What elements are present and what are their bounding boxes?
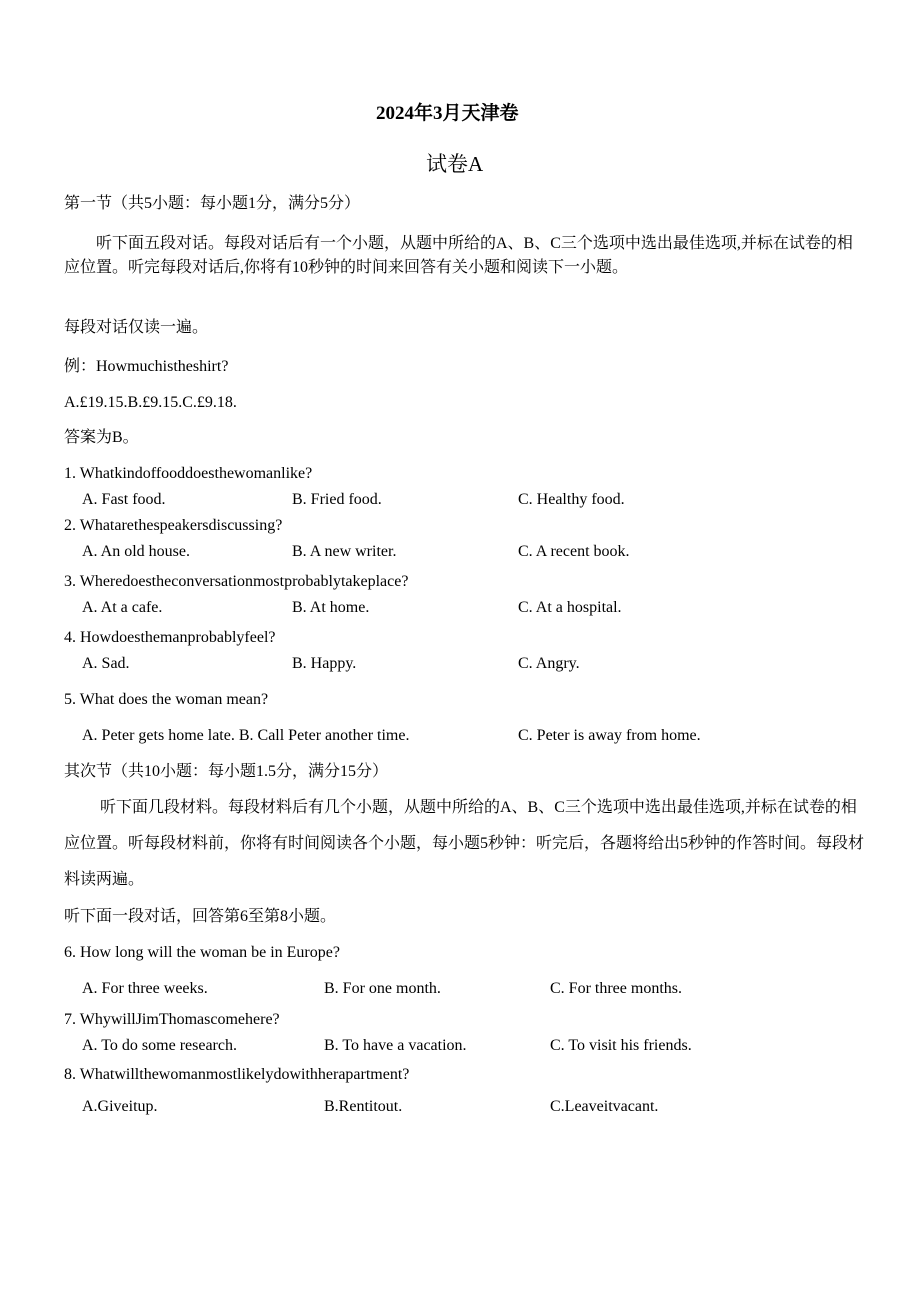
question-2-option-c: C. A recent book. [518, 543, 630, 560]
example-answer: 答案为B。 [64, 429, 139, 446]
example-question: 例：Howmuchistheshirt? [64, 358, 229, 375]
question-2-option-b: B. A new writer. [292, 543, 397, 560]
question-4-option-b: B. Happy. [292, 655, 357, 672]
question-6-option-a: A. For three weeks. [82, 980, 208, 997]
paper-label: 试卷A [426, 152, 484, 176]
section2-heading: 其次节（共10小题：每小题1.5分，满分15分） [64, 763, 389, 780]
question-8-option-c: C.Leaveitvacant. [550, 1098, 659, 1115]
section1-heading: 第一节（共5小题：每小题1分，满分5分） [64, 195, 361, 212]
question-7: 7. WhywillJimThomascomehere? [64, 1011, 280, 1028]
question-3-option-a: A. At a cafe. [82, 599, 163, 616]
section2-instructions: 听下面几段材料。每段材料后有几个小题，从题中所给的A、B、C三个选项中选出最佳选项,并标在试卷的相应位置。听每段材料前，你将有时间阅读各个小题，每小题5秒钟：听完后，各题将给出5秒钟的作答时间。每段材料读两遍。 [64, 799, 865, 888]
question-1: 1. Whatkindoffooddoesthewomanlike? [64, 465, 313, 482]
question-6-option-b: B. For one month. [324, 980, 441, 997]
question-8-option-b: B.Rentitout. [324, 1098, 403, 1115]
read-once-note: 每段对话仅读一遍。 [64, 319, 209, 336]
question-4: 4. Howdoesthemanprobablyfeel? [64, 629, 276, 646]
question-1-option-c: C. Healthy food. [518, 491, 625, 508]
question-7-option-c: C. To visit his friends. [550, 1037, 692, 1054]
question-4-option-c: C. Angry. [518, 655, 580, 672]
section1-instructions: 听下面五段对话。每段对话后有一个小题，从题中所给的A、B、C三个选项中选出最佳选项,并标在试卷的相应位置。听完每段对话后,你将有10秒钟的时间来回答有关小题和阅读下一小题。 [64, 235, 853, 276]
question-2: 2. Whatarethespeakersdiscussing? [64, 517, 283, 534]
question-5-option-c: C. Peter is away from home. [518, 727, 701, 744]
question-8: 8. Whatwillthewomanmostlikelydowithherapartment? [64, 1066, 410, 1083]
question-8-option-a: A.Giveitup. [82, 1098, 158, 1115]
question-1-option-b: B. Fried food. [292, 491, 382, 508]
question-3-option-c: C. At a hospital. [518, 599, 622, 616]
page-title: 2024年3月天津卷 [376, 103, 519, 124]
example-options: A.£19.15.B.£9.15.C.£9.18. [64, 394, 237, 411]
dialog-intro: 听下面一段对话，回答第6至第8小题。 [64, 908, 337, 925]
question-2-option-a: A. An old house. [82, 543, 190, 560]
question-7-option-b: B. To have a vacation. [324, 1037, 467, 1054]
question-6: 6. How long will the woman be in Europe? [64, 944, 340, 961]
question-3-option-b: B. At home. [292, 599, 370, 616]
question-4-option-a: A. Sad. [82, 655, 130, 672]
question-1-option-a: A. Fast food. [82, 491, 166, 508]
question-3: 3. Wheredoestheconversationmostprobablytakeplace? [64, 573, 409, 590]
question-5-options-ab: A. Peter gets home late. B. Call Peter another time. [82, 727, 410, 744]
question-6-option-c: C. For three months. [550, 980, 682, 997]
question-7-option-a: A. To do some research. [82, 1037, 237, 1054]
question-5: 5. What does the woman mean? [64, 691, 269, 708]
